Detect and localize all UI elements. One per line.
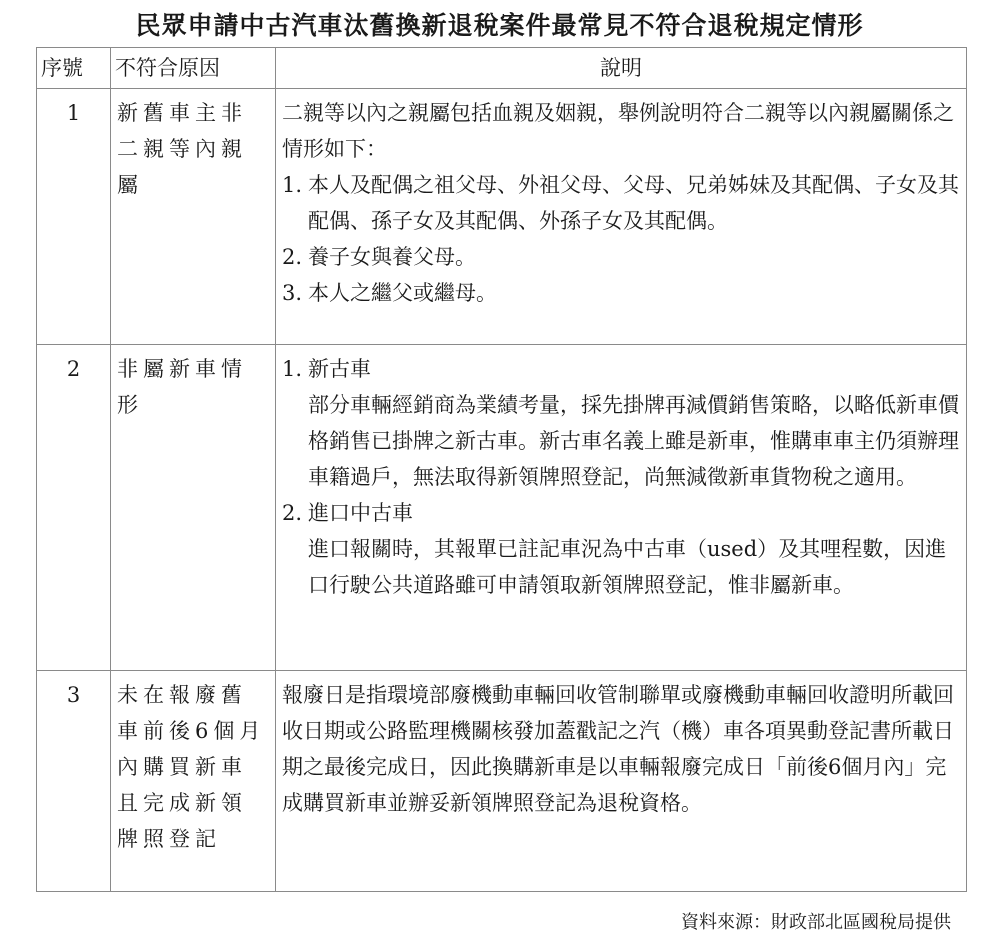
item-title: 新古車	[308, 357, 371, 381]
row-number: 3	[37, 671, 111, 892]
rules-table	[36, 47, 967, 892]
row-number: 1	[37, 89, 111, 345]
desc-intro: 二親等以內之親屬包括血親及姻親，舉例說明符合二親等以內親屬關係之情形如下：	[282, 101, 954, 161]
table-row	[37, 89, 967, 345]
row-reason: 非屬新車情形	[111, 345, 276, 671]
item-text: 本人之繼父或繼母。	[308, 281, 497, 305]
header-no: 序號	[37, 48, 111, 89]
header-desc: 說明	[276, 48, 967, 89]
table-row	[37, 671, 967, 892]
list-item	[282, 167, 960, 239]
item-title: 進口中古車	[308, 501, 413, 525]
row-number: 2	[37, 345, 111, 671]
list-item	[282, 239, 960, 275]
item-number: 1.	[282, 357, 303, 381]
row-description	[276, 345, 967, 671]
row-reason: 新舊車主非二親等內親屬	[111, 89, 276, 345]
item-text: 本人及配偶之祖父母、外祖父母、父母、兄弟姊妹及其配偶、子女及其配偶、孫子女及其配偶、外孫子女及其配偶。	[308, 173, 959, 233]
page-title: 民眾申請中古汽車汰舊換新退稅案件最常見不符合退稅規定情形	[135, 11, 864, 40]
item-text: 部分車輛經銷商為業績考量，採先掛牌再減價銷售策略，以略低新車價格銷售已掛牌之新古車。新古車名義上雖是新車，惟購車車主仍須辦理車籍過戶，無法取得新領牌照登記，尚無減徵新車貨物稅之適用。	[308, 393, 959, 489]
table-row	[37, 345, 967, 671]
item-number: 1.	[282, 173, 303, 197]
list-item	[282, 351, 960, 387]
item-number: 2.	[282, 501, 303, 525]
row-description: 報廢日是指環境部廢機動車輛回收管制聯單或廢機動車輛回收證明所載回收日期或公路監理機關核發加蓋戳記之汽（機）車各項異動登記書所載日期之最後完成日，因此換購新車是以車輛報廢完成日「前後6個月內」完成購買新車並辦妥新領牌照登記為退稅資格。	[276, 671, 967, 892]
list-item	[282, 495, 960, 531]
item-number: 2.	[282, 245, 303, 269]
header-reason: 不符合原因	[111, 48, 276, 89]
list-item	[282, 275, 960, 311]
item-number: 3.	[282, 281, 303, 305]
table-header-row	[37, 48, 967, 89]
row-description	[276, 89, 967, 345]
item-text: 養子女與養父母。	[308, 245, 476, 269]
source-note: 資料來源：財政部北區國稅局提供	[681, 912, 951, 933]
item-text: 進口報關時，其報單已註記車況為中古車（used）及其哩程數，因進口行駛公共道路雖可申請領取新領牌照登記，惟非屬新車。	[308, 537, 947, 597]
row-reason: 未在報廢舊車前後6個月內購買新車且完成新領牌照登記	[111, 671, 276, 892]
